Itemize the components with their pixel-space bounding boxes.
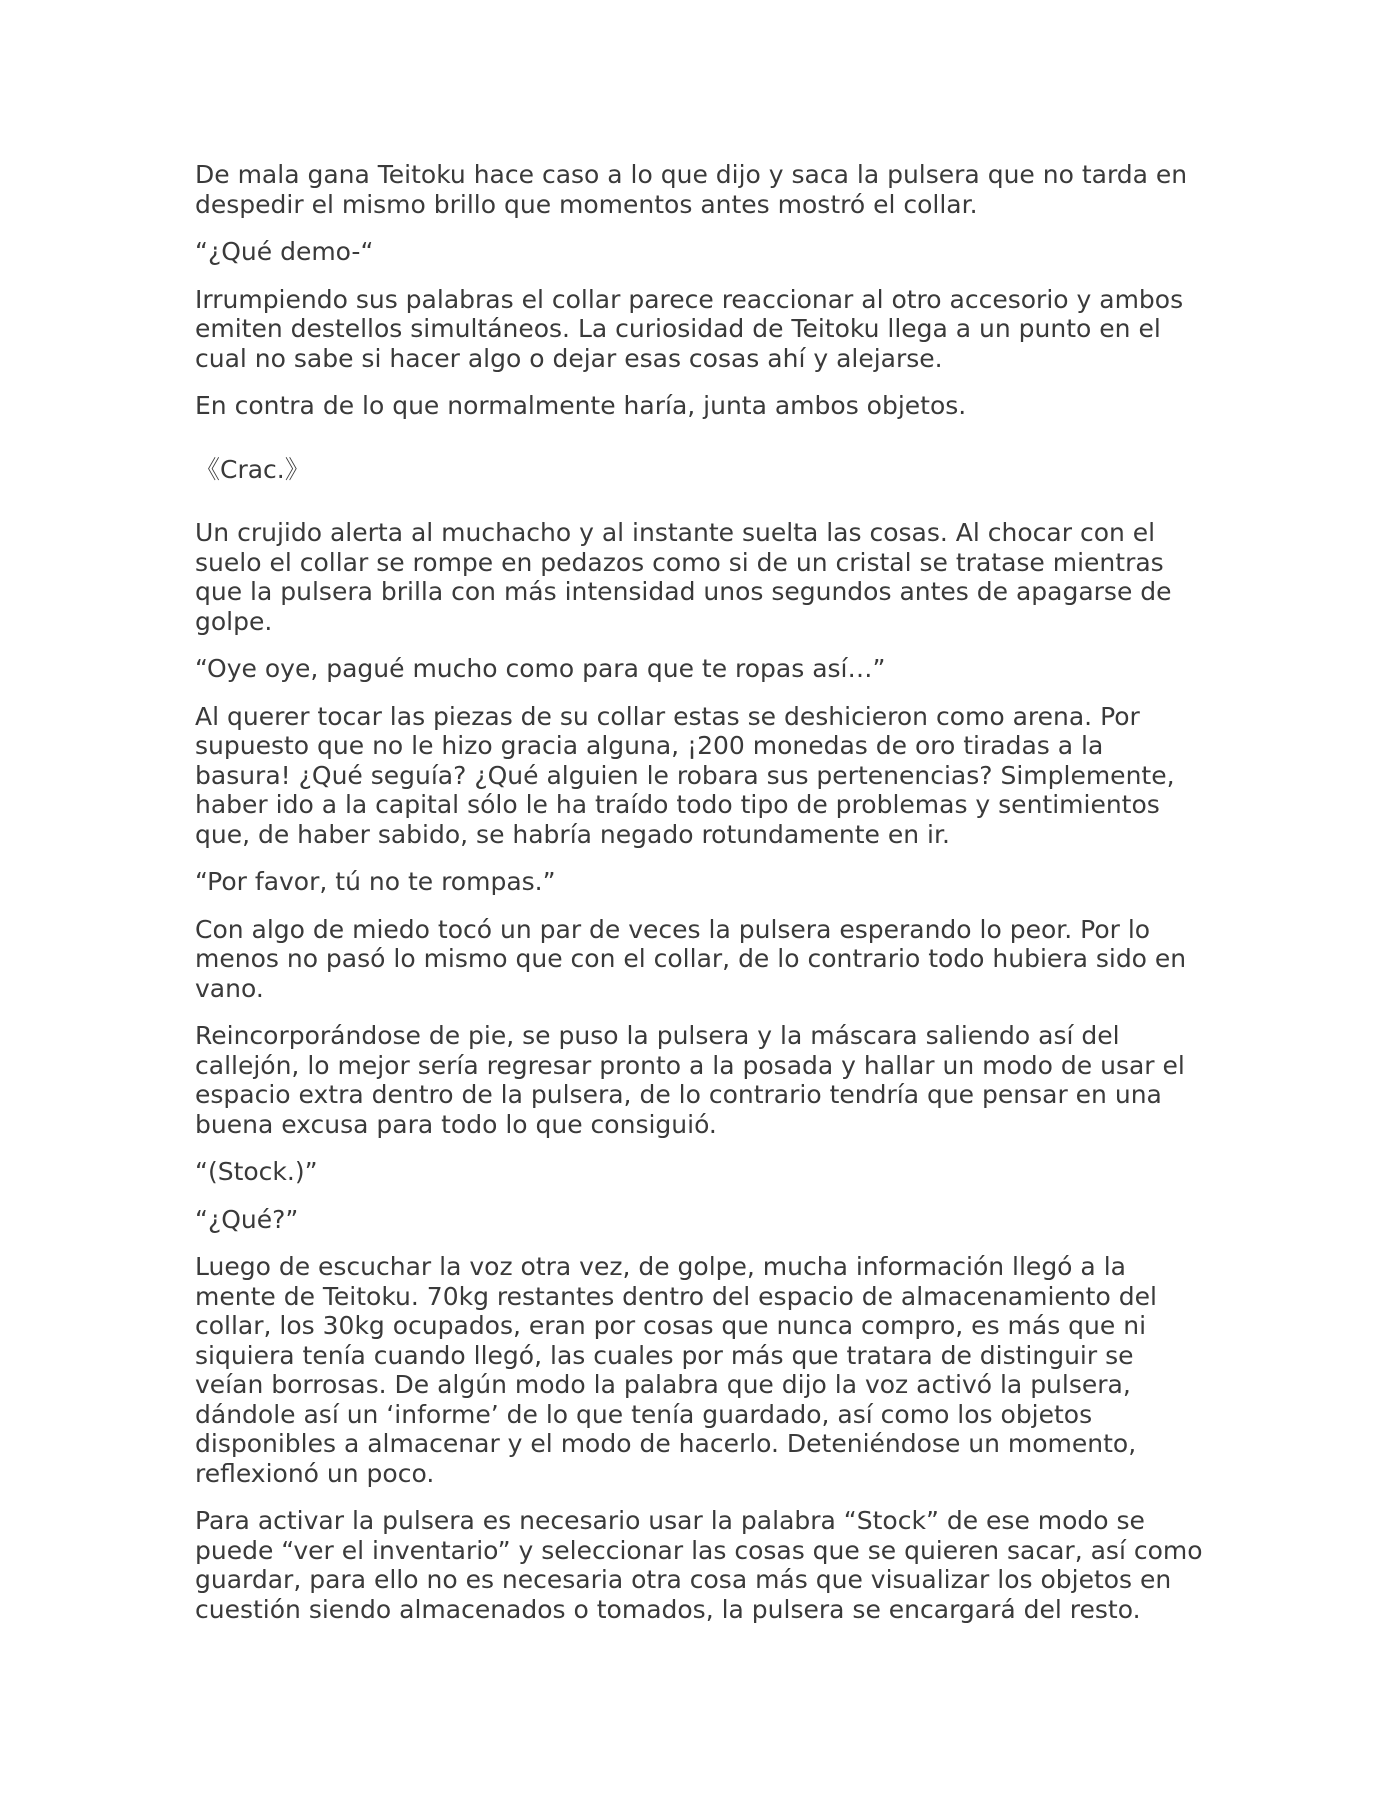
paragraph: Luego de escuchar la voz otra vez, de golpe, mucha información llegó a la mente de Teitoku. 70kg restantes dentro del espacio de almacenamiento del collar, los 30kg ocupados, eran por cosas que nunca compro, es más que ni siquiera tenía cuando llegó, las cuales por más que tratara de distinguir se veían borrosas. De algún modo la palabra que dijo la voz activó la pulsera, dándole así un ‘informe’ de lo que tenía guardado, así como los objetos disponibles a almacenar y el modo de hacerlo. Deteniéndose un momento, reflexionó un poco. (195, 1252, 1157, 1488)
paragraph: Con algo de miedo tocó un par de veces la pulsera esperando lo peor. Por lo menos no pasó lo mismo que con el collar, de lo contrario todo hubiera sido en vano. (195, 914, 1187, 1003)
paragraph: Para activar la pulsera es necesario usar la palabra “Stock” de ese modo se puede “ver el inventario” y seleccionar las cosas que se quieren sacar, así como guardar, para ello no es necesaria otra cosa más que visualizar los objetos en cuestión siendo almacenados o tomados, la pulsera se encargará del resto. (195, 1506, 1203, 1624)
dialogue-line: “Oye oye, pagué mucho como para que te ropas así…” (195, 654, 886, 683)
paragraph: Reincorporándose de pie, se puso la pulsera y la máscara saliendo así del callejón, lo mejor sería regresar pronto a la posada y hallar un modo de usar el espacio extra dentro de la pulsera, de lo contrario tendría que pensar en una buena excusa para todo lo que consiguió. (195, 1021, 1185, 1139)
dialogue-line: “¿Qué?” (195, 1204, 299, 1234)
paragraph: De mala gana Teitoku hace caso a lo que dijo y saca la pulsera que no tarda en despedir el mismo brillo que momentos antes mostró el collar. (195, 160, 1188, 219)
paragraph: Un crujido alerta al muchacho y al instante suelta las cosas. Al chocar con el suelo el collar se rompe en pedazos como si de un cristal se tratase mientras que la pulsera brilla con más intensidad unos segundos antes de apagarse de golpe. (195, 518, 1172, 636)
paragraph: En contra de lo que normalmente haría, junta ambos objetos. (195, 391, 967, 420)
paragraph: Al querer tocar las piezas de su collar estas se deshicieron como arena. Por supuesto que no le hizo gracia alguna, ¡200 monedas de oro tiradas a la basura! ¿Qué seguía? ¿Qué alguien le robara sus pertenencias? Simplemente, haber ido a la capital sólo le ha traído todo tipo de problemas y sentimientos que, de haber sabido, se habría negado rotundamente en ir. (195, 701, 1175, 849)
dialogue-line: “(Stock.)” (195, 1157, 318, 1186)
document-page (195, 160, 1205, 1642)
sound-effect: 《Crac.》 (195, 454, 310, 484)
dialogue-line: “¿Qué demo-“ (195, 237, 374, 266)
paragraph: Irrumpiendo sus palabras el collar parece reaccionar al otro accesorio y ambos emiten destellos simultáneos. La curiosidad de Teitoku llega a un punto en el cual no sabe si hacer algo o dejar esas cosas ahí y alejarse. (195, 284, 1184, 373)
dialogue-line: “Por favor, tú no te rompas.” (195, 867, 556, 896)
